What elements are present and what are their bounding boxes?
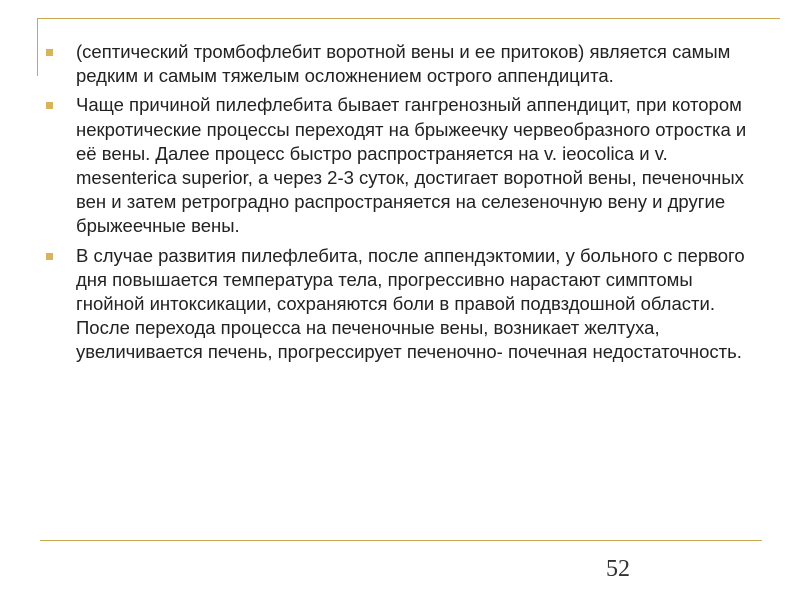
bullet-text-3: В случае развития пилефлебита, после аппендэктомии, у больного с первого дня повышается температура тела, прогрессивно нарастают симптомы гнойной интоксикации, сохраняются боли в правой подвздошной области. После перехода процесса на печеночные вены, возникает желтуха, увеличивается печень, прогрессирует печеночно- почечная недостаточность. [76, 244, 745, 363]
bullet-item-1 [44, 40, 749, 88]
page-number: 52 [606, 556, 630, 582]
frame-top-line [37, 18, 780, 19]
bullet-text-1: (септический тромбофлебит воротной вены и ее притоков) является самым редким и самым тяжелым осложнением острого аппендицита. [76, 41, 731, 87]
square-bullet-icon [46, 253, 53, 260]
square-bullet-icon [46, 102, 53, 109]
frame-bottom-line [40, 540, 762, 541]
bullet-list [44, 40, 749, 370]
bullet-item-3 [44, 244, 749, 365]
frame-left-line [37, 18, 38, 76]
bullet-text-2: Чаще причиной пилефлебита бывает гангренозный аппендицит, при котором некротические процессы переходят на брыжеечку червеобразного отростка и её вены. Далее процесс быстро распространяется на v. ieocolica и v. mesenterica superior, а через 2-3 суток, достигает воротной вены, печеночных вен и затем ретроградно распространяется на селезеночную вену и другие брыжеечные вены. [76, 94, 747, 237]
square-bullet-icon [46, 49, 53, 56]
bullet-item-2 [44, 93, 749, 238]
